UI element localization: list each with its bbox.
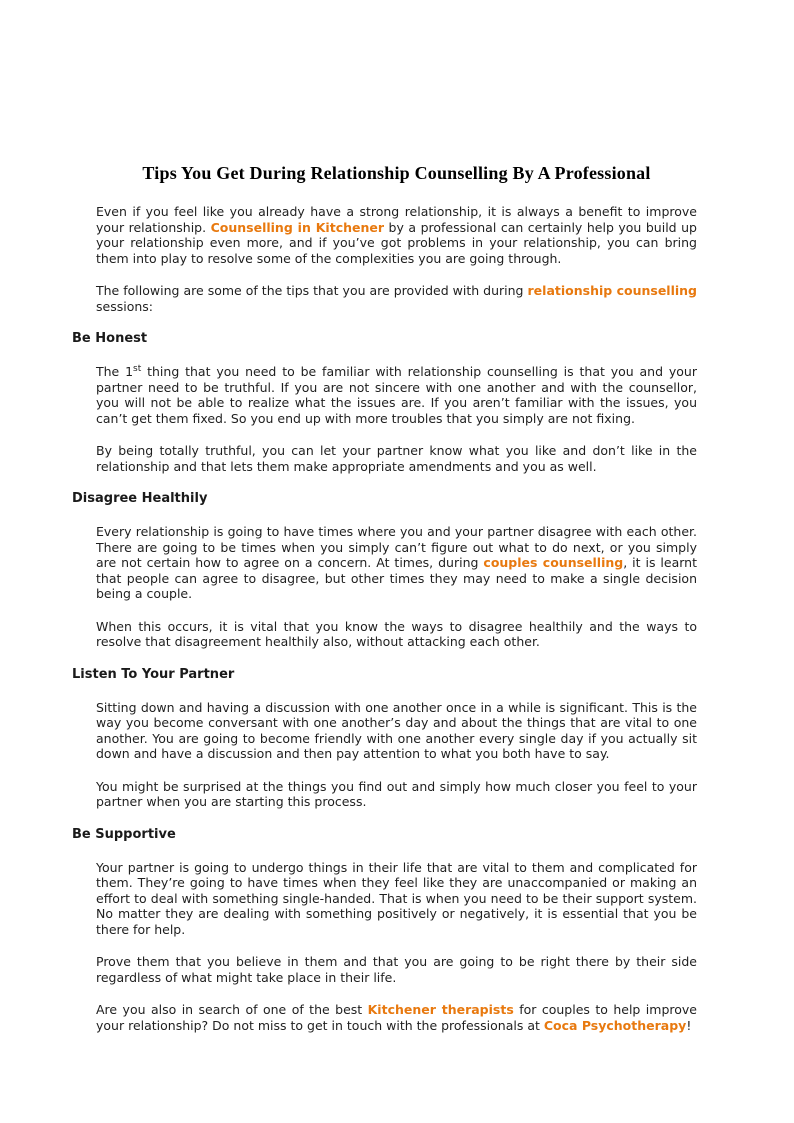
link-counselling-in-kitchener[interactable]: Counselling in Kitchener xyxy=(210,219,385,235)
paragraph xyxy=(96,1002,697,1033)
link-kitchener-therapists[interactable]: Kitchener therapists xyxy=(367,1002,514,1017)
text-run: , it is learnt that people can agree to disagree, but other times they may need to make a single decision being a couple. xyxy=(96,555,698,601)
text-run: The 1 xyxy=(96,364,134,379)
text-run: by a professional can certainly help you build up your relationship even more, and if you’ve got problems in your relationship, you can bring them into play to resolve some of the complexities you are going through. xyxy=(96,219,697,266)
superscript-text: st xyxy=(133,363,142,374)
section-heading-be-honest xyxy=(72,331,697,347)
paragraph xyxy=(96,700,697,762)
text-run: By being totally truthful, you can let your partner know what you like and don’t like in the relationship and that lets them make appropriate amendments and you as well. xyxy=(96,443,697,474)
text-run: Are you also in search of one of the best xyxy=(96,1002,368,1017)
link-coca-psychotherapy[interactable]: Coca Psychotherapy xyxy=(543,1017,687,1033)
text-run: Be Supportive xyxy=(72,826,176,842)
section-heading-listen-to-your-partner xyxy=(72,667,697,683)
text-run: You might be surprised at the things you find out and simply how much closer you feel to your partner when you are starting this process. xyxy=(96,778,697,809)
paragraph xyxy=(96,954,697,985)
text-run: The following are some of the tips that you are provided with during xyxy=(96,283,528,298)
link-relationship-counselling[interactable]: relationship counselling xyxy=(527,283,697,298)
link-couples-counselling[interactable]: couples counselling xyxy=(483,555,624,570)
text-run: for couples to help improve your relationship? Do not miss to get in touch with the professionals at xyxy=(96,1002,697,1033)
text-run: Every relationship is going to have times where you and your partner disagree with each other. There are going to be times when you simply can’t figure out what to do next, or you simply are not certain how to agree on a concern. At times, during xyxy=(96,524,697,570)
text-run: Disagree Healthily xyxy=(72,491,208,506)
text-run: Even if you feel like you already have a strong relationship, it is always a benefit to improve your relationship. xyxy=(96,204,697,235)
text-run: Prove them that you believe in them and that you are going to be right there by their side regardless of what might take place in their life. xyxy=(96,954,697,985)
text-run: Listen To Your Partner xyxy=(72,666,235,682)
page-title: Tips You Get During Relationship Counselling By A Professional xyxy=(142,163,651,183)
paragraph xyxy=(96,443,697,474)
text-run: Be Honest xyxy=(72,331,148,346)
paragraph xyxy=(96,860,697,938)
paragraph xyxy=(96,524,697,602)
document-content xyxy=(72,204,697,1033)
paragraph xyxy=(96,283,697,314)
text-run: When this occurs, it is vital that you know the ways to disagree healthily and the ways to resolve that disagreement healthily also, without attacking each other. xyxy=(96,618,697,649)
text-run: Sitting down and having a discussion with one another once in a while is significant. This is the way you become conversant with one another’s day and about the things that are vital to one another. You are going to become friendly with one another every single day if you actually sit down and have a discussion and then pay attention to what you both have to say. xyxy=(96,699,697,761)
text-run: ! xyxy=(686,1017,692,1033)
paragraph xyxy=(96,779,697,810)
paragraph xyxy=(96,619,697,650)
section-heading-be-supportive xyxy=(72,827,697,843)
paragraph xyxy=(96,204,697,266)
paragraph xyxy=(96,364,697,426)
text-run: Your partner is going to undergo things in their life that are vital to them and complicated for them. They’re going to have times when they feel like they are unaccompanied or making an effort to deal with something single-handed. That is when you need to be their support system. No matter they are dealing with something positively or negatively, it is essential that you be there for help. xyxy=(96,859,697,937)
section-heading-disagree-healthily xyxy=(72,491,697,507)
text-run: thing that you need to be familiar with relationship counselling is that you and your partner need to be truthful. If you are not sincere with one another and with the counsellor, you will not be able to realize what the issues are. If you aren’t familiar with the issues, you can’t get them fixed. So you end up with more troubles that you simply are not fixing. xyxy=(96,364,697,426)
text-run: sessions: xyxy=(96,298,153,314)
